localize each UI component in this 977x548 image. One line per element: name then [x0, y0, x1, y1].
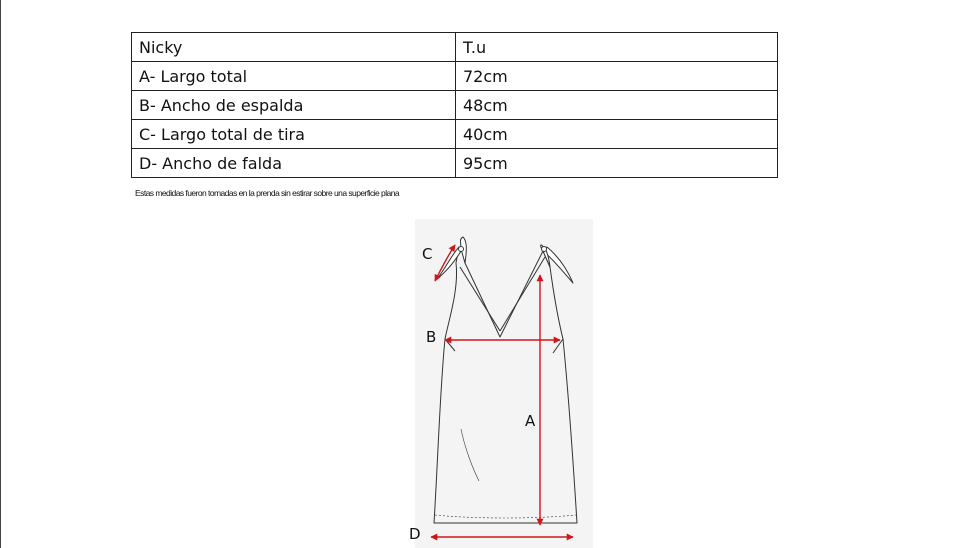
- label-b: B: [426, 328, 437, 346]
- measure-value: 72cm: [456, 62, 778, 91]
- measure-value: 48cm: [456, 91, 778, 120]
- label-d: D: [409, 525, 421, 543]
- table-header-size: T.u: [456, 33, 778, 62]
- measure-value: 95cm: [456, 149, 778, 178]
- label-a: A: [525, 412, 536, 430]
- size-table: [131, 32, 778, 178]
- measure-label: D- Ancho de falda: [132, 149, 456, 178]
- measurement-note: Estas medidas fueron tomadas en la prenda sin estirar sobre una superficie plana: [135, 188, 400, 198]
- measure-label: A- Largo total: [132, 62, 456, 91]
- table-row: [132, 120, 778, 149]
- label-c: C: [422, 245, 433, 263]
- garment-diagram: [409, 219, 593, 548]
- measure-label: B- Ancho de espalda: [132, 91, 456, 120]
- dress-outline: [434, 237, 577, 523]
- table-row: [132, 149, 778, 178]
- table-row: [132, 91, 778, 120]
- measure-label: C- Largo total de tira: [132, 120, 456, 149]
- dress-illustration: [415, 219, 593, 548]
- table-row: [132, 62, 778, 91]
- measure-lines: [431, 245, 573, 537]
- measure-value: 40cm: [456, 120, 778, 149]
- table-header-name: Nicky: [132, 33, 456, 62]
- table-header-row: [132, 33, 778, 62]
